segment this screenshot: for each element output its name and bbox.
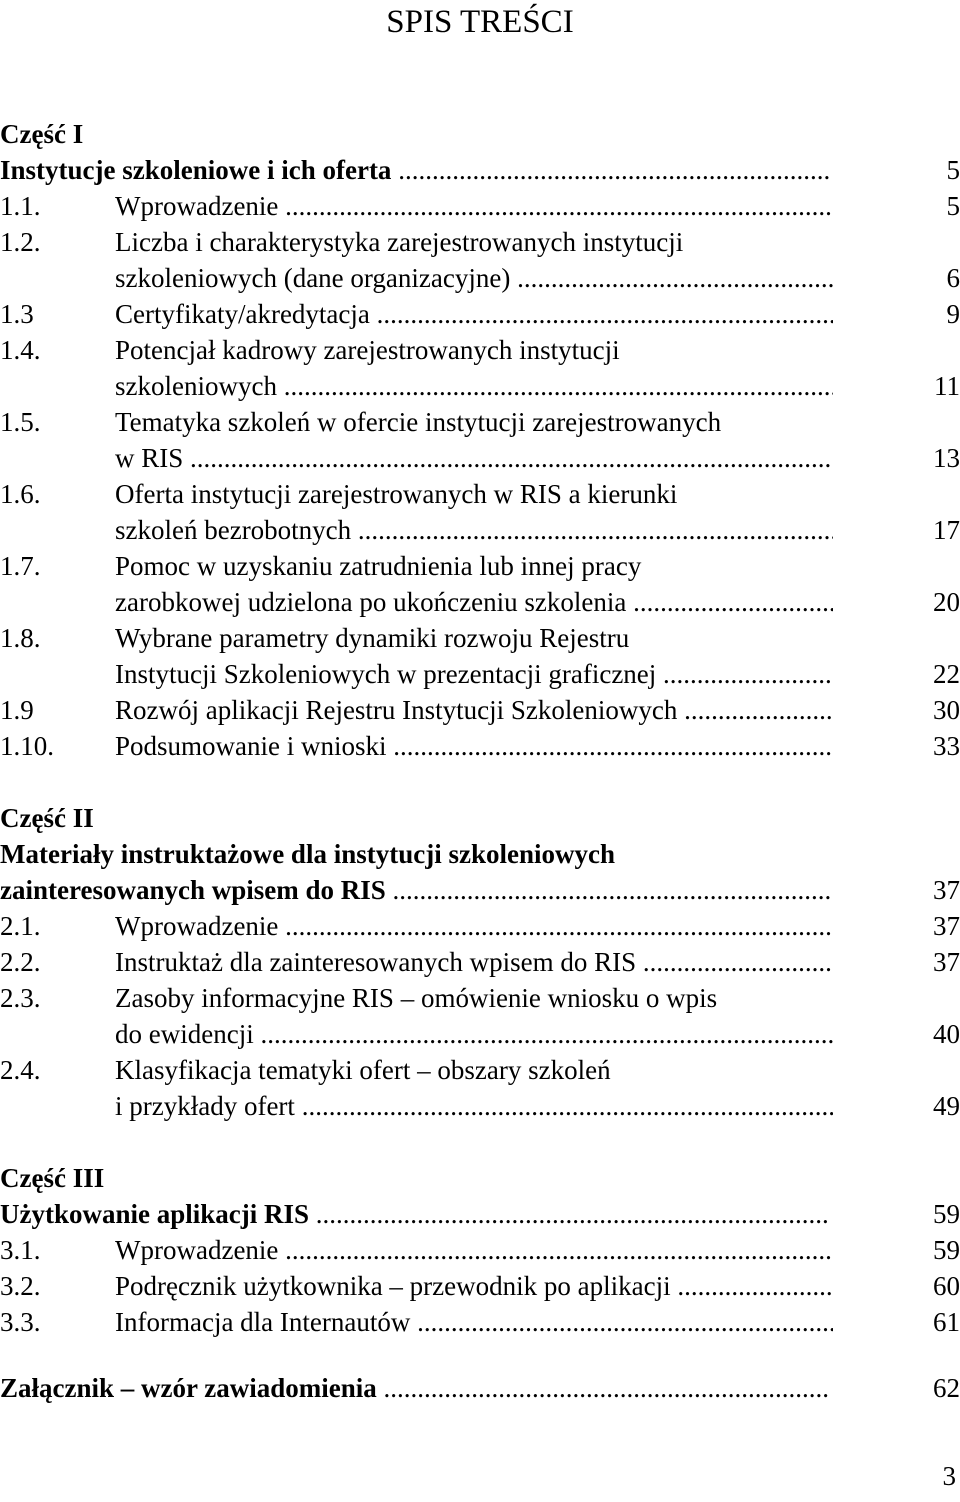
section-title: Rozwój aplikacji Rejestru Instytucji Szkoleniowych bbox=[115, 695, 678, 725]
section-title: Podręcznik użytkownika – przewodnik po aplikacji bbox=[115, 1271, 671, 1301]
part-heading: Użytkowanie aplikacji RIS bbox=[0, 1199, 310, 1229]
part-heading: Materiały instruktażowe dla instytucji szkoleniowych bbox=[0, 839, 615, 869]
section-title: zarobkowej udzielona po ukończeniu szkolenia bbox=[115, 587, 627, 617]
toc-entry[interactable] bbox=[0, 224, 960, 260]
section-number: 1.2. bbox=[0, 227, 41, 257]
section-title: szkoleń bezrobotnych bbox=[115, 515, 352, 545]
toc-entry[interactable] bbox=[0, 404, 960, 440]
section-number: 2.4. bbox=[0, 1055, 41, 1085]
toc-entry[interactable] bbox=[0, 944, 960, 980]
section-number: 1.9 bbox=[0, 695, 34, 725]
section-title: Instruktaż dla zainteresowanych wpisem do RIS bbox=[115, 947, 637, 977]
section-number: 1.6. bbox=[0, 479, 41, 509]
section-title: szkoleniowych bbox=[115, 371, 277, 401]
section-title: i przykłady ofert bbox=[115, 1091, 295, 1121]
toc-entry-continued[interactable] bbox=[0, 1016, 960, 1052]
dot-leader bbox=[295, 1091, 833, 1121]
part-heading: zainteresowanych wpisem do RIS bbox=[0, 875, 386, 905]
toc-entry-continued[interactable] bbox=[0, 440, 960, 476]
toc-entry[interactable] bbox=[0, 296, 960, 332]
page-number: 6 bbox=[946, 263, 960, 293]
dot-leader bbox=[656, 659, 833, 689]
dot-leader bbox=[351, 515, 833, 545]
toc-entry[interactable] bbox=[0, 980, 960, 1016]
section-number: 1.1. bbox=[0, 191, 41, 221]
section-title: Wprowadzenie bbox=[115, 191, 279, 221]
dot-leader bbox=[309, 1199, 830, 1229]
page-number: 22 bbox=[933, 659, 960, 689]
section-number: 1.7. bbox=[0, 551, 41, 581]
section-title: Zasoby informacyjne RIS – omówienie wniosku o wpis bbox=[115, 983, 718, 1013]
section-number: 3.1. bbox=[0, 1235, 41, 1265]
toc-entry-continued[interactable] bbox=[0, 584, 960, 620]
section-number: 1.8. bbox=[0, 623, 41, 653]
page-number: 37 bbox=[933, 911, 960, 941]
toc-entry-part-2[interactable] bbox=[0, 836, 960, 872]
dot-leader bbox=[510, 263, 833, 293]
dot-leader bbox=[391, 155, 830, 185]
page-number: 5 bbox=[946, 155, 960, 185]
page-number: 60 bbox=[933, 1271, 960, 1301]
dot-leader bbox=[410, 1307, 833, 1337]
toc-entry[interactable] bbox=[0, 332, 960, 368]
page-number: 40 bbox=[933, 1019, 960, 1049]
toc-entry-continued[interactable] bbox=[0, 656, 960, 692]
section-number: 3.2. bbox=[0, 1271, 41, 1301]
section-title: Potencjał kadrowy zarejestrowanych instytucji bbox=[115, 335, 620, 365]
dot-leader bbox=[671, 1271, 833, 1301]
page-number: 30 bbox=[933, 695, 960, 725]
dot-leader bbox=[254, 1019, 833, 1049]
page-number: 5 bbox=[946, 191, 960, 221]
page-number: 62 bbox=[933, 1373, 960, 1403]
section-title: Pomoc w uzyskaniu zatrudnienia lub innej pracy bbox=[115, 551, 642, 581]
dot-leader bbox=[278, 911, 833, 941]
dot-leader bbox=[636, 947, 833, 977]
section-number: 1.3 bbox=[0, 299, 34, 329]
section-number: 1.4. bbox=[0, 335, 41, 365]
page-number: 37 bbox=[933, 875, 960, 905]
page-number: 17 bbox=[933, 515, 960, 545]
toc-entry-part-2-continued[interactable] bbox=[0, 872, 960, 908]
table-of-contents bbox=[0, 116, 960, 1406]
dot-leader bbox=[387, 731, 833, 761]
section-number: 1.10. bbox=[0, 731, 54, 761]
dot-leader bbox=[183, 443, 833, 473]
section-number: 2.3. bbox=[0, 983, 41, 1013]
section-title: Wprowadzenie bbox=[115, 1235, 279, 1265]
page-number: 59 bbox=[933, 1199, 960, 1229]
dot-leader bbox=[377, 1373, 830, 1403]
part-label: Część III bbox=[0, 1163, 105, 1193]
page-title: SPIS TREŚCI bbox=[386, 4, 574, 40]
toc-entry[interactable] bbox=[0, 1268, 960, 1304]
section-title: do ewidencji bbox=[115, 1019, 254, 1049]
toc-entry-appendix[interactable] bbox=[0, 1370, 960, 1406]
section-title: Oferta instytucji zarejestrowanych w RIS a kierunki bbox=[115, 479, 678, 509]
toc-entry[interactable] bbox=[0, 548, 960, 584]
toc-entry[interactable] bbox=[0, 620, 960, 656]
part-label: Część II bbox=[0, 803, 94, 833]
toc-entry[interactable] bbox=[0, 692, 960, 728]
dot-leader bbox=[370, 299, 833, 329]
appendix-heading: Załącznik – wzór zawiadomienia bbox=[0, 1373, 377, 1403]
toc-entry[interactable] bbox=[0, 1232, 960, 1268]
footer-page-number: 3 bbox=[942, 1461, 956, 1491]
section-number: 3.3. bbox=[0, 1307, 41, 1337]
toc-entry[interactable] bbox=[0, 476, 960, 512]
page-number: 49 bbox=[933, 1091, 960, 1121]
section-title: Wybrane parametry dynamiki rozwoju Rejestru bbox=[115, 623, 630, 653]
section-title: szkoleniowych (dane organizacyjne) bbox=[115, 263, 511, 293]
toc-entry[interactable] bbox=[0, 188, 960, 224]
toc-entry-continued[interactable] bbox=[0, 512, 960, 548]
toc-entry[interactable] bbox=[0, 728, 960, 764]
toc-entry-part-1[interactable] bbox=[0, 152, 960, 188]
toc-entry-continued[interactable] bbox=[0, 260, 960, 296]
toc-entry-part-3[interactable] bbox=[0, 1196, 960, 1232]
section-title: Klasyfikacja tematyki ofert – obszary szkoleń bbox=[115, 1055, 611, 1085]
toc-entry[interactable] bbox=[0, 1304, 960, 1340]
section-title: Certyfikaty/akredytacja bbox=[115, 299, 370, 329]
toc-entry-continued[interactable] bbox=[0, 368, 960, 404]
part-label: Część I bbox=[0, 119, 84, 149]
page-number: 13 bbox=[933, 443, 960, 473]
dot-leader bbox=[278, 191, 833, 221]
page-number: 61 bbox=[933, 1307, 960, 1337]
section-number: 2.2. bbox=[0, 947, 41, 977]
toc-entry-continued[interactable] bbox=[0, 1088, 960, 1124]
dot-leader bbox=[278, 1235, 833, 1265]
section-title: w RIS bbox=[115, 443, 184, 473]
page-number: 11 bbox=[934, 371, 960, 401]
toc-entry[interactable] bbox=[0, 908, 960, 944]
dot-leader bbox=[277, 371, 833, 401]
dot-leader bbox=[386, 875, 830, 905]
page-number: 20 bbox=[933, 587, 960, 617]
page-number: 9 bbox=[946, 299, 960, 329]
section-title: Informacja dla Internautów bbox=[115, 1307, 411, 1337]
part-heading: Instytucje szkoleniowe i ich oferta bbox=[0, 155, 392, 185]
section-title: Podsumowanie i wnioski bbox=[115, 731, 387, 761]
section-number: 2.1. bbox=[0, 911, 41, 941]
page-number: 37 bbox=[933, 947, 960, 977]
section-title: Liczba i charakterystyka zarejestrowanych instytucji bbox=[115, 227, 684, 257]
dot-leader bbox=[677, 695, 833, 725]
section-title: Instytucji Szkoleniowych w prezentacji graficznej bbox=[115, 659, 657, 689]
section-number: 1.5. bbox=[0, 407, 41, 437]
section-title: Tematyka szkoleń w ofercie instytucji zarejestrowanych bbox=[115, 407, 722, 437]
page-number: 33 bbox=[933, 731, 960, 761]
dot-leader bbox=[626, 587, 833, 617]
section-title: Wprowadzenie bbox=[115, 911, 279, 941]
page-number: 59 bbox=[933, 1235, 960, 1265]
toc-entry[interactable] bbox=[0, 1052, 960, 1088]
